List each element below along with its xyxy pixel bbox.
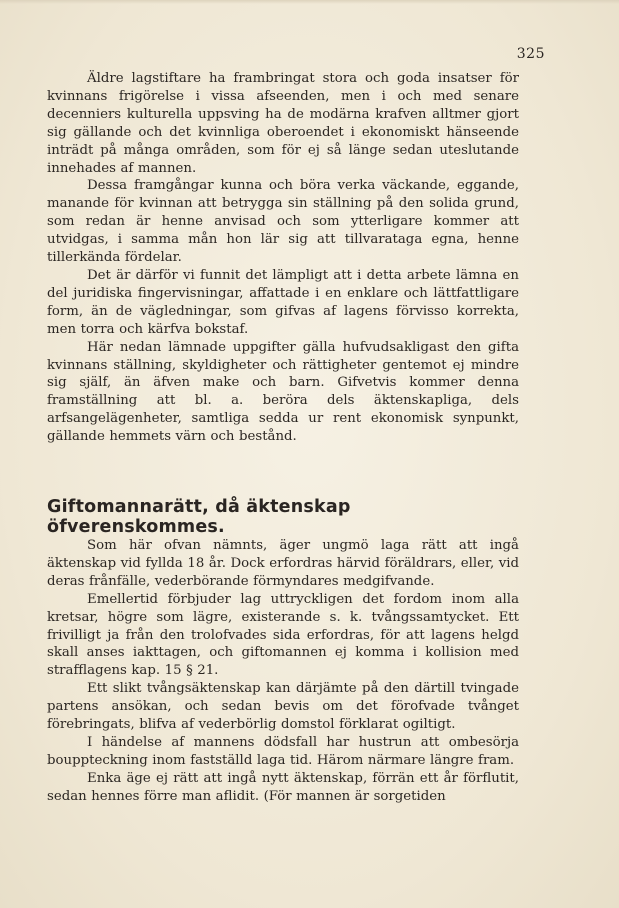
page-top-edge [0,0,619,4]
paragraph: Dessa framgångar kunna och böra verka väckande, eggande, manande för kvinnan att betrygga sin ställning på den solida grund, som redan är henne anvisad och som ytterligare kommer att utvidgas, i samma mån hon lär sig att tillvarataga egna, henne tillerkända fördelar. [47,178,519,266]
paragraph: Ett slikt tvångsäktenskap kan därjämte på den därtill tvingade partens ansökan, och sedan bevis om det förofvade tvånget förebringats, blifva af vederbörlig domstol förklarat ogiltigt. [47,681,519,733]
intro-text [47,70,519,446]
paragraph: Emellertid förbjuder lag uttryckligen det fordom inom alla kretsar, högre som lägre, existerande s. k. tvångssamtycket. Ett frivilligt ja från den trolofvades sida erfordras, för att lagens helgd skall anses iakttagen, och giftomannen ej komma i kollision med strafflagens kap. 15 § 21. [47,591,519,679]
paragraph: Enka äge ej rätt att ingå nytt äktenskap, förrän ett år förflutit, sedan hennes förre man aflidit. (För mannen är sorgetiden [47,770,519,804]
paragraph: Som här ofvan nämnts, äger ungmö laga rätt att ingå äktenskap vid fyllda 18 år. Dock erfordras härvid föräldrars, eller, vid deras frånfälle, vederbörande förmyndares medgifvande. [47,538,519,589]
paragraph: Äldre lagstiftare ha frambringat stora och goda insatser för kvinnans frigörelse i vissa afseenden, men i och med senare decenniers kulturella uppsving ha de modärna krafven alltmer gjort sig gällande och det kvinnliga oberoendet i ekonomiskt hänseende inträdt på många områden, som för ej så länge sedan uteslutande innehades af mannen. [47,71,519,176]
section-text [47,537,519,806]
page-number: 325 [516,46,545,62]
paragraph: Här nedan lämnade uppgifter gälla hufvudsakligast den gifta kvinnans ställning, skyldigheter och rättigheter gentemot ej mindre sig själf, än äfven make och barn. Gifvetvis kommer denna framställning att bl. a. beröra dels äktenskapliga, dels arfsangelägenheter, samtliga sedda ur rent ekonomisk synpunkt, gällande hemmets värn och bestånd. [47,339,519,445]
paragraph: Det är därför vi funnit det lämpligt att i detta arbete lämna en del juridiska fingervisningar, affattade i en enklare och lättfattligare form, än de vägledningar, som gifvas af lagens förvisso korrekta, men torra och kärfva bokstaf. [47,267,519,337]
section-heading: Giftomannarätt, då äktenskap öfverenskommes. [47,497,351,537]
paragraph: I händelse af mannens dödsfall har hustrun att ombesörja bouppteckning inom fastställd laga tid. Härom närmare längre fram. [47,734,519,768]
